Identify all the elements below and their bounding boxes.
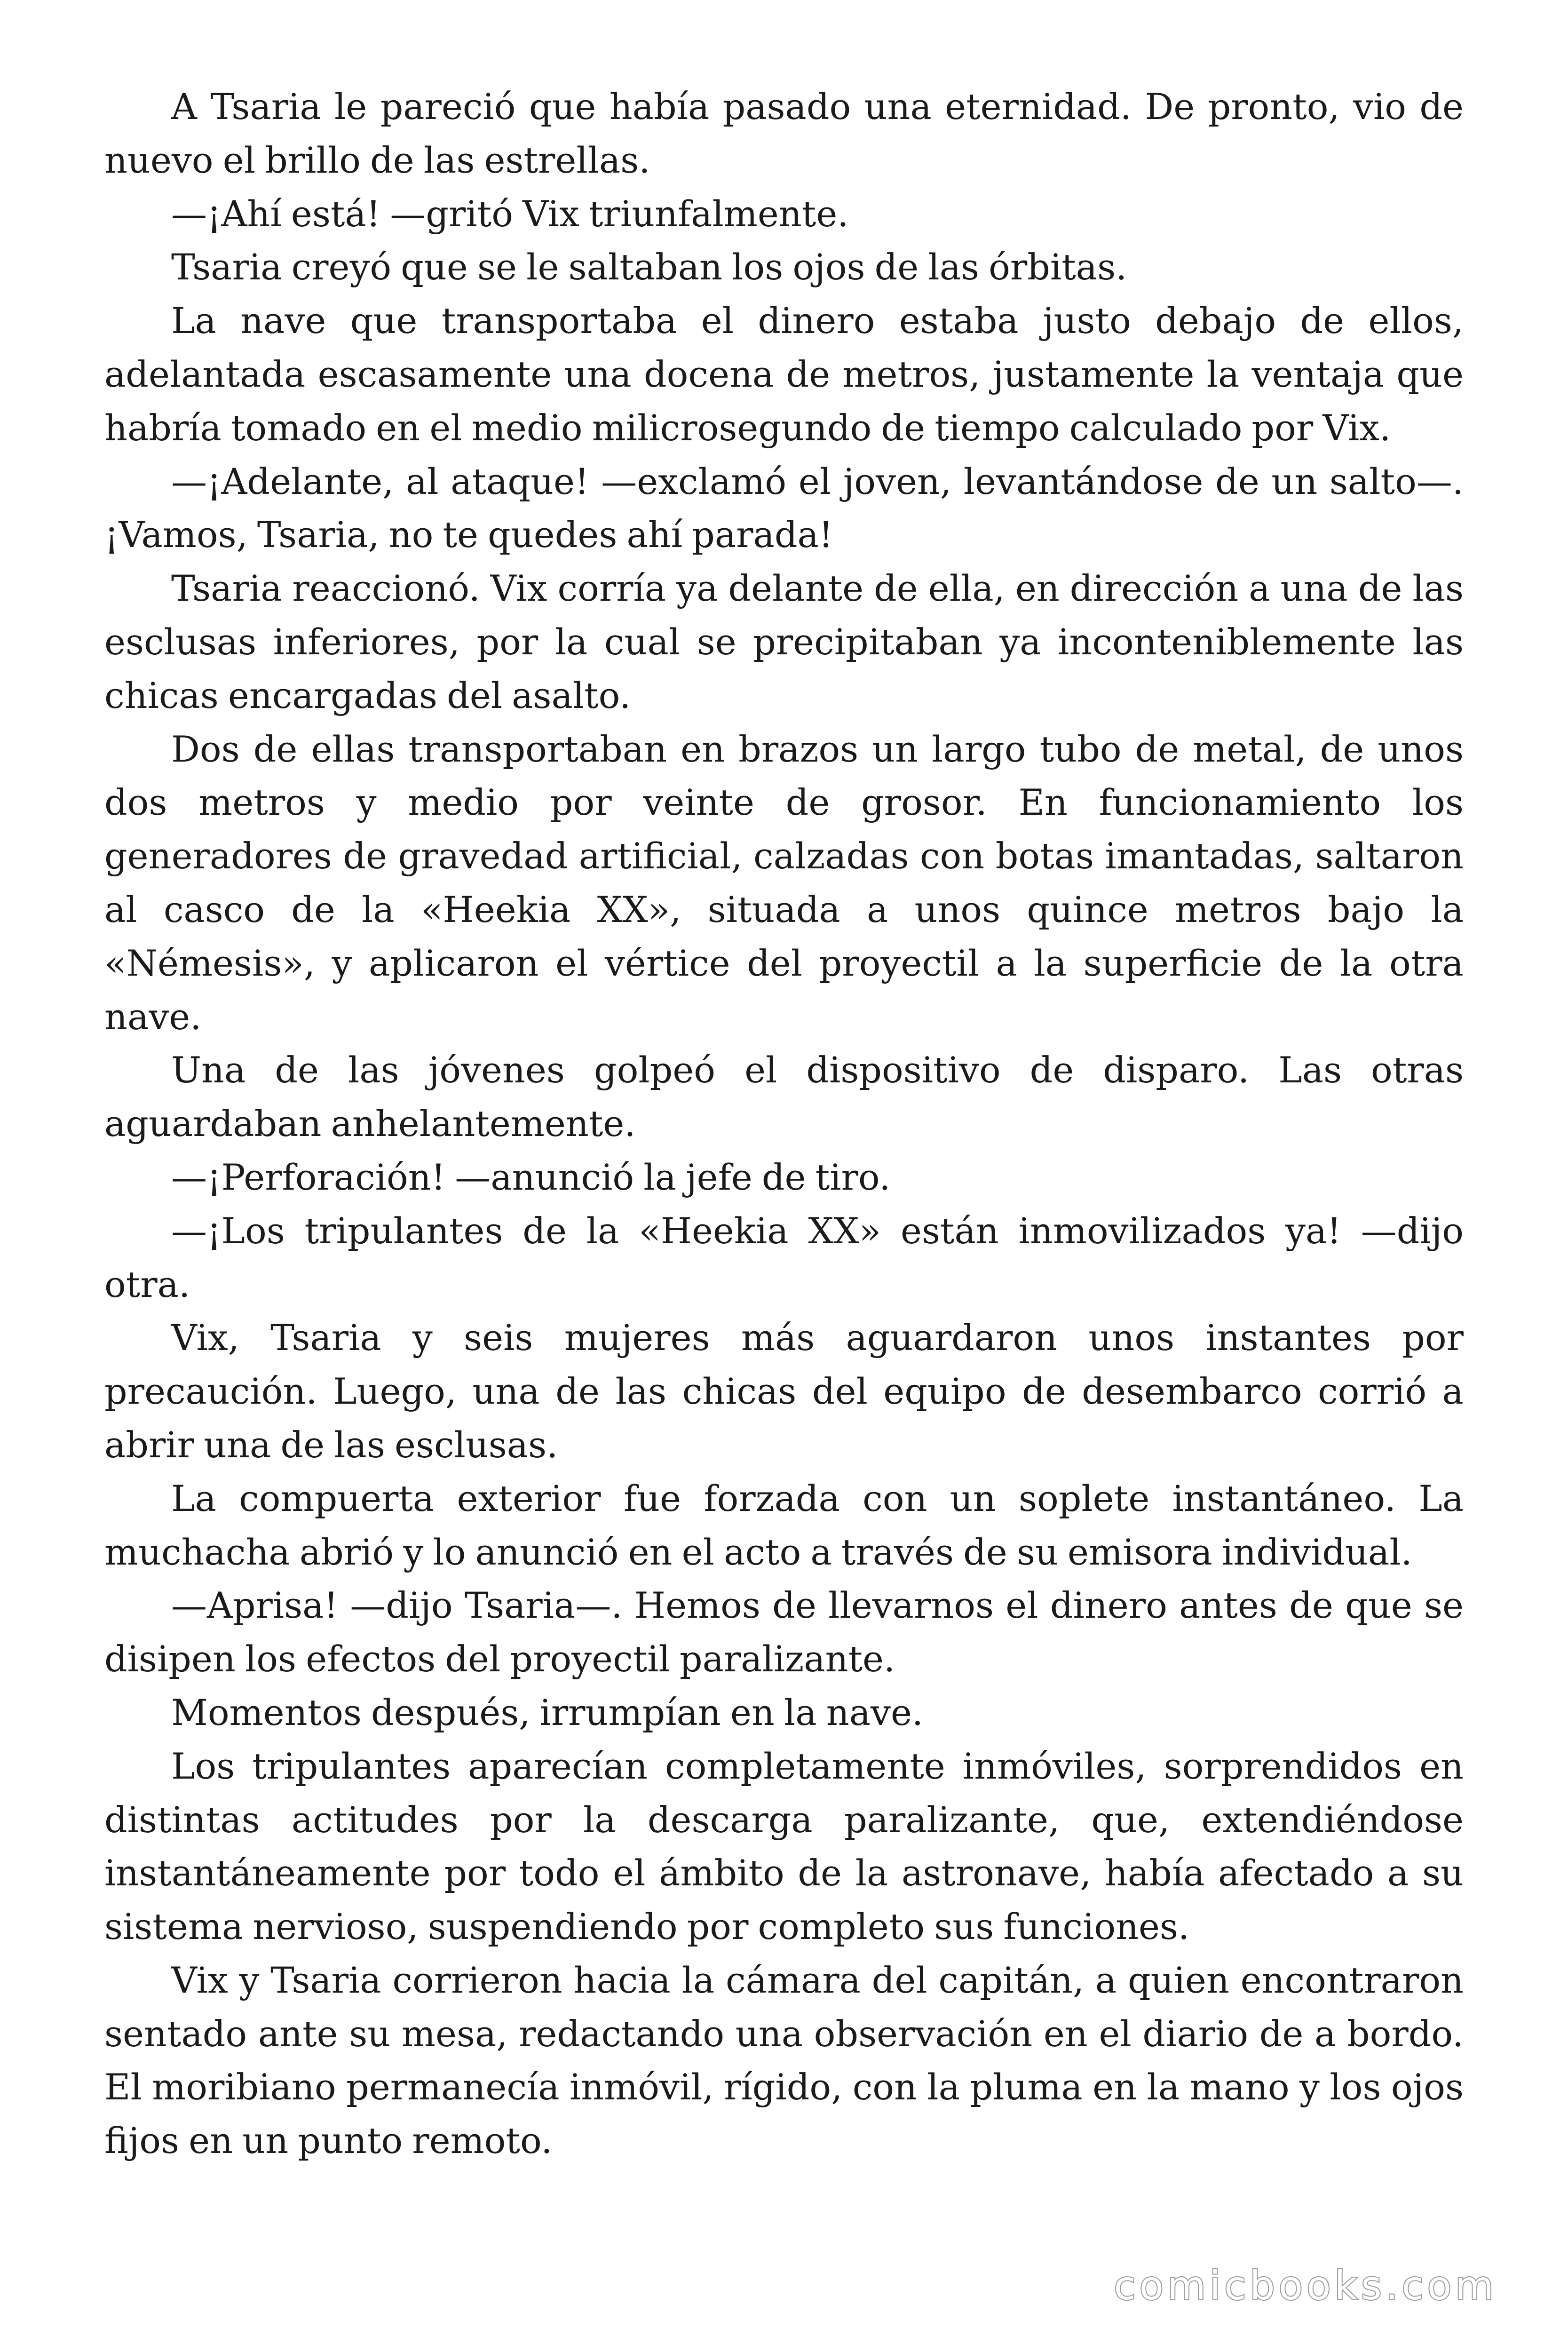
paragraph: La compuerta exterior fue forzada con un soplete instantáneo. La muchacha abrió y lo anunció en el acto a través de su emisora individual. — [104, 1477, 1464, 1573]
paragraph: Los tripulantes aparecían completamente inmóviles, sorprendidos en distintas actitudes por la descarga paralizante, que, extendiéndose instantáneamente por todo el ámbito de la astronave, había afectado a su sistema nervioso, suspendiendo por completo sus funciones. — [104, 1745, 1464, 1948]
paragraph: La nave que transportaba el dinero estaba justo debajo de ellos, adelantada escasamente una docena de metros, justamente la ventaja que habría tomado en el medio milicrosegundo de tiempo calculado por Vix. — [104, 300, 1464, 449]
paragraph: —¡Adelante, al ataque! —exclamó el joven, levantándose de un salto—. ¡Vamos, Tsaria, no te quedes ahí parada! — [104, 460, 1464, 556]
paragraph: Una de las jóvenes golpeó el dispositivo de disparo. Las otras aguardaban anhelantemente. — [104, 1049, 1464, 1145]
page-text — [104, 80, 1464, 2168]
paragraph: Momentos después, irrumpían en la nave. — [171, 1691, 924, 1733]
paragraph: —¡Los tripulantes de la «Heekia XX» están inmovilizados ya! —dijo otra. — [104, 1209, 1464, 1305]
paragraph: Tsaria reaccionó. Vix corría ya delante de ella, en dirección a una de las esclusas inferiores, por la cual se precipitaban ya inconteniblemente las chicas encargadas del asalto. — [104, 567, 1464, 716]
paragraph: A Tsaria le pareció que había pasado una eternidad. De pronto, vio de nuevo el brillo de las estrellas. — [104, 86, 1464, 181]
paragraph: —¡Perforación! —anunció la jefe de tiro. — [171, 1156, 891, 1198]
paragraph: Vix, Tsaria y seis mujeres más aguardaron unos instantes por precaución. Luego, una de las chicas del equipo de desembarco corrió a abrir una de las esclusas. — [104, 1317, 1464, 1466]
paragraph: —Aprisa! —dijo Tsaria—. Hemos de llevarnos el dinero antes de que se disipen los efectos del proyectil paralizante. — [104, 1584, 1464, 1680]
paragraph: —¡Ahí está! —gritó Vix triunfalmente. — [171, 192, 849, 235]
paragraph: Vix y Tsaria corrieron hacia la cámara del capitán, a quien encontraron sentado ante su mesa, redactando una observación en el diario de a bordo. El moribiano permanecía inmóvil, rígido, con la pluma en la mano y los ojos fijos en un punto remoto. — [104, 1959, 1464, 2162]
paragraph: Dos de ellas transportaban en brazos un largo tubo de metal, de unos dos metros y medio por veinte de grosor. En funcionamiento los generadores de gravedad artificial, calzadas con botas imantadas, saltaron al casco de la «Heekia XX», situada a unos quince metros bajo la «Némesis», y aplicaron el vértice del proyectil a la superficie de la otra nave. — [104, 728, 1464, 1038]
paragraph: Tsaria creyó que se le saltaban los ojos de las órbitas. — [171, 246, 1127, 288]
watermark: comicbooks.com — [1114, 2263, 1497, 2309]
